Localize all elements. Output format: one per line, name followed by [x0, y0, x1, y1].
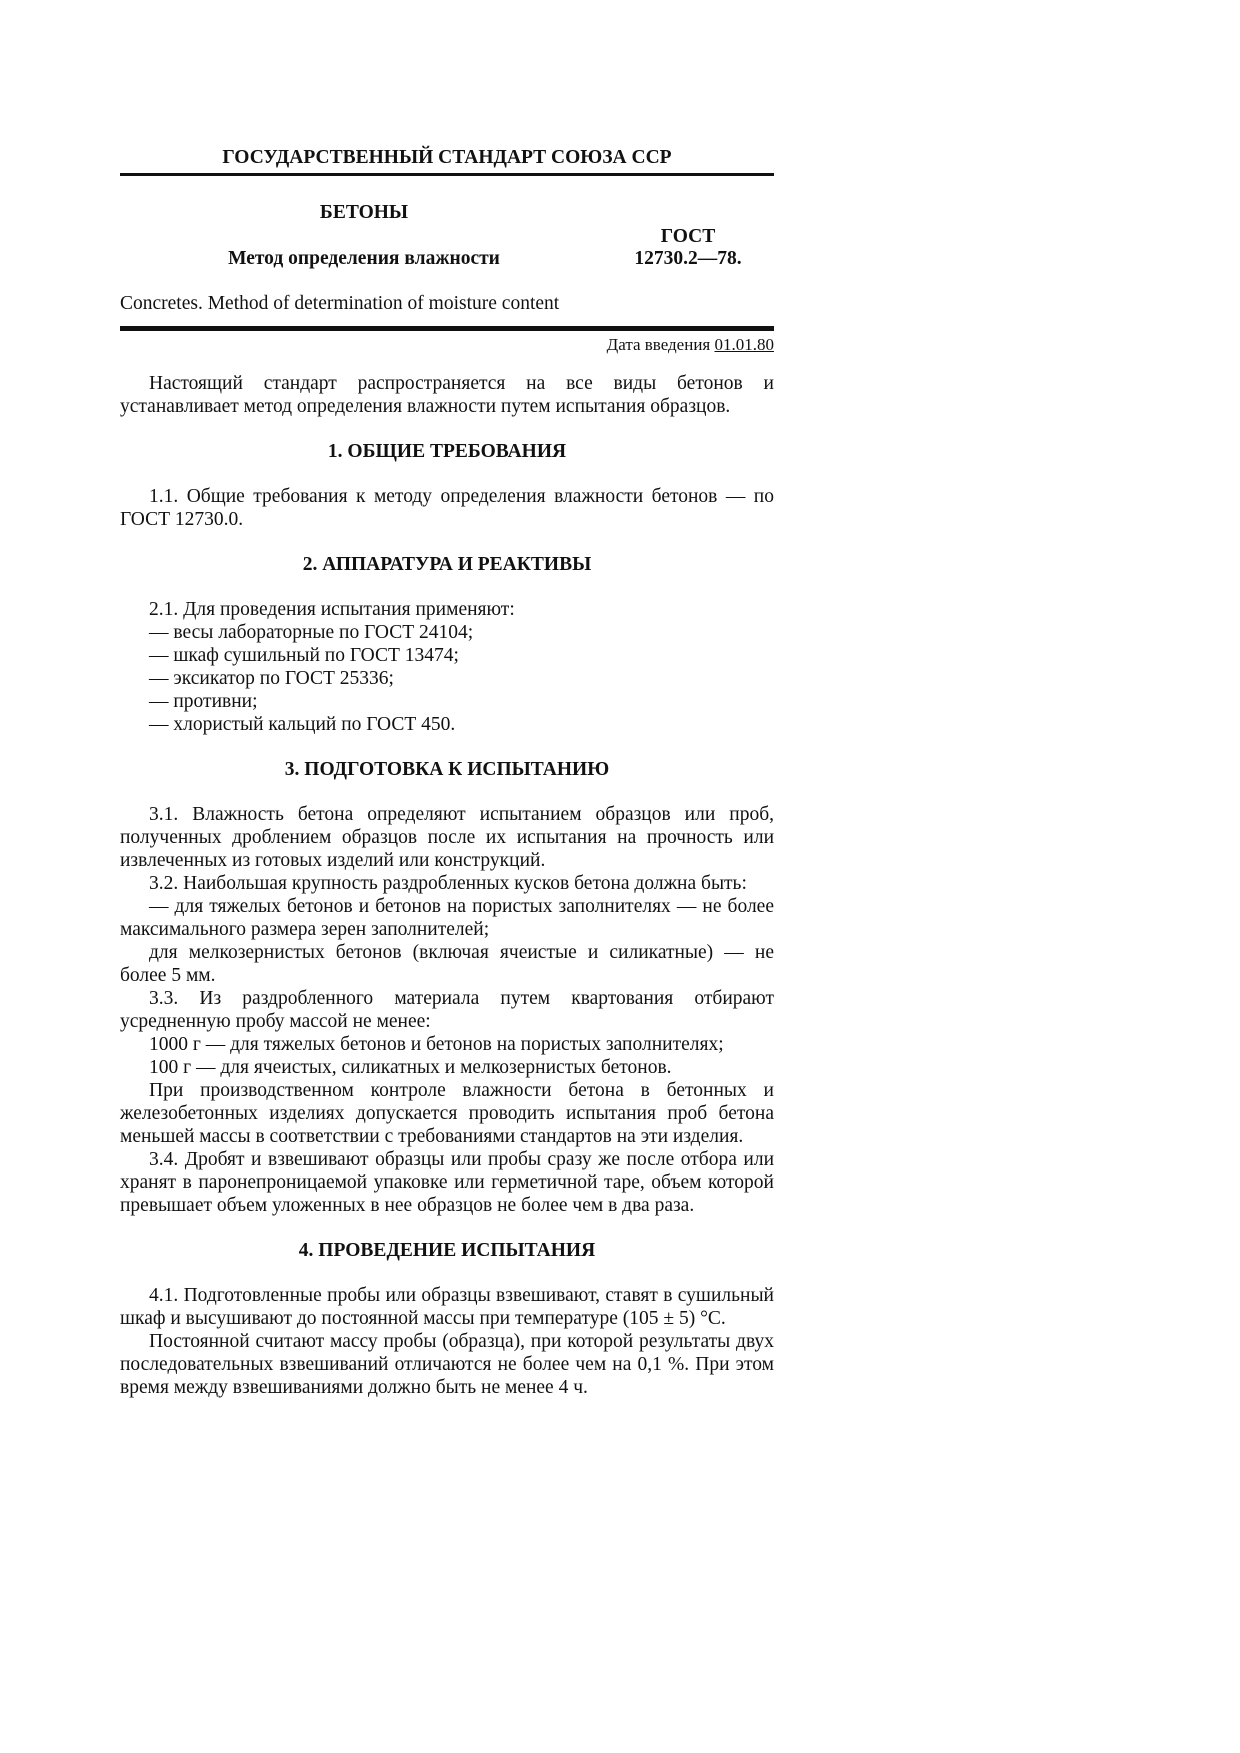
header-top-rule: [120, 173, 774, 176]
paragraph: 2.1. Для проведения испытания применяют:: [149, 599, 515, 620]
section-title-equipment: 2. АППАРАТУРА И РЕАКТИВЫ: [302, 554, 592, 575]
date-label: Дата введения: [606, 335, 715, 354]
section-title-testing: 4. ПРОВЕДЕНИЕ ИСПЫТАНИЯ: [298, 1240, 596, 1261]
paragraph: 1.1. Общие требования к методу определения влажности бетонов — по ГОСТ 12730.0.: [120, 486, 774, 530]
section-title-preparation: 3. ПОДГОТОВКА К ИСПЫТАНИЮ: [284, 759, 610, 780]
paragraph: 4.1. Подготовленные пробы или образцы взвешивают, ставят в сушильный шкаф и высушивают до постоянной массы при температуре (105 ± 5) °С.: [120, 1285, 774, 1329]
list-item: для мелкозернистых бетонов (включая ячеистые и силикатные) — не более 5 мм.: [120, 942, 774, 986]
introduction-date: [120, 334, 774, 355]
subject-title: БЕТОНЫ: [319, 202, 409, 223]
header-bottom-rule: [120, 326, 774, 331]
list-item: 1000 г — для тяжелых бетонов и бетонов на пористых заполнителях;: [149, 1034, 724, 1055]
section-title-general-requirements: 1. ОБЩИЕ ТРЕБОВАНИЯ: [327, 441, 567, 462]
gost-label: ГОСТ: [660, 226, 716, 247]
paragraph: 3.3. Из раздробленного материала путем квартования отбирают усредненную пробу массой не менее:: [120, 988, 774, 1032]
paragraph: 3.4. Дробят и взвешивают образцы или пробы сразу же после отбора или хранят в паронепроницаемой упаковке или герметичной таре, объем которой превышает объем уложенных в нее образцов не более чем в два раза.: [120, 1149, 774, 1216]
english-title: Concretes. Method of determination of moisture content: [120, 293, 560, 314]
list-item: — хлористый кальций по ГОСТ 450.: [149, 714, 456, 735]
list-item: — противни;: [149, 691, 258, 712]
document-page: [120, 146, 774, 1399]
list-item: — для тяжелых бетонов и бетонов на пористых заполнителях — не более максимального размера зерен заполнителей;: [120, 896, 774, 940]
list-item: 100 г — для ячеистых, силикатных и мелкозернистых бетонов.: [149, 1057, 672, 1078]
list-item: — шкаф сушильный по ГОСТ 13474;: [149, 645, 459, 666]
paragraph: 3.1. Влажность бетона определяют испытанием образцов или проб, полученных дроблением образцов после их испытания на прочность или извлеченных из готовых изделий или конструкций.: [120, 804, 774, 871]
paragraph: 3.2. Наибольшая крупность раздробленных кусков бетона должна быть:: [149, 873, 747, 894]
title-block: [120, 201, 774, 314]
state-standard-heading: ГОСУДАРСТВЕННЫЙ СТАНДАРТ СОЮЗА ССР: [222, 147, 672, 168]
intro-paragraph: Настоящий стандарт распространяется на все виды бетонов и устанавливает метод определения влажности путем испытания образцов.: [120, 373, 774, 417]
paragraph: При производственном контроле влажности бетона в бетонных и железобетонных изделиях допускается проводить испытания проб бетона меньшей массы в соответствии с требованиями стандартов на эти изделия.: [120, 1080, 774, 1147]
list-item: — весы лабораторные по ГОСТ 24104;: [149, 622, 474, 643]
paragraph: Постоянной считают массу пробы (образца), при которой результаты двух последовательных взвешиваний отличаются не более чем на 0,1 %. При этом время между взвешиваниями должно быть не менее 4 ч.: [120, 1331, 774, 1398]
list-item: — эксикатор по ГОСТ 25336;: [149, 668, 394, 689]
date-value: 01.01.80: [714, 335, 774, 354]
method-title: Метод определения влажности: [228, 248, 500, 269]
gost-number: 12730.2—78.: [634, 248, 742, 269]
